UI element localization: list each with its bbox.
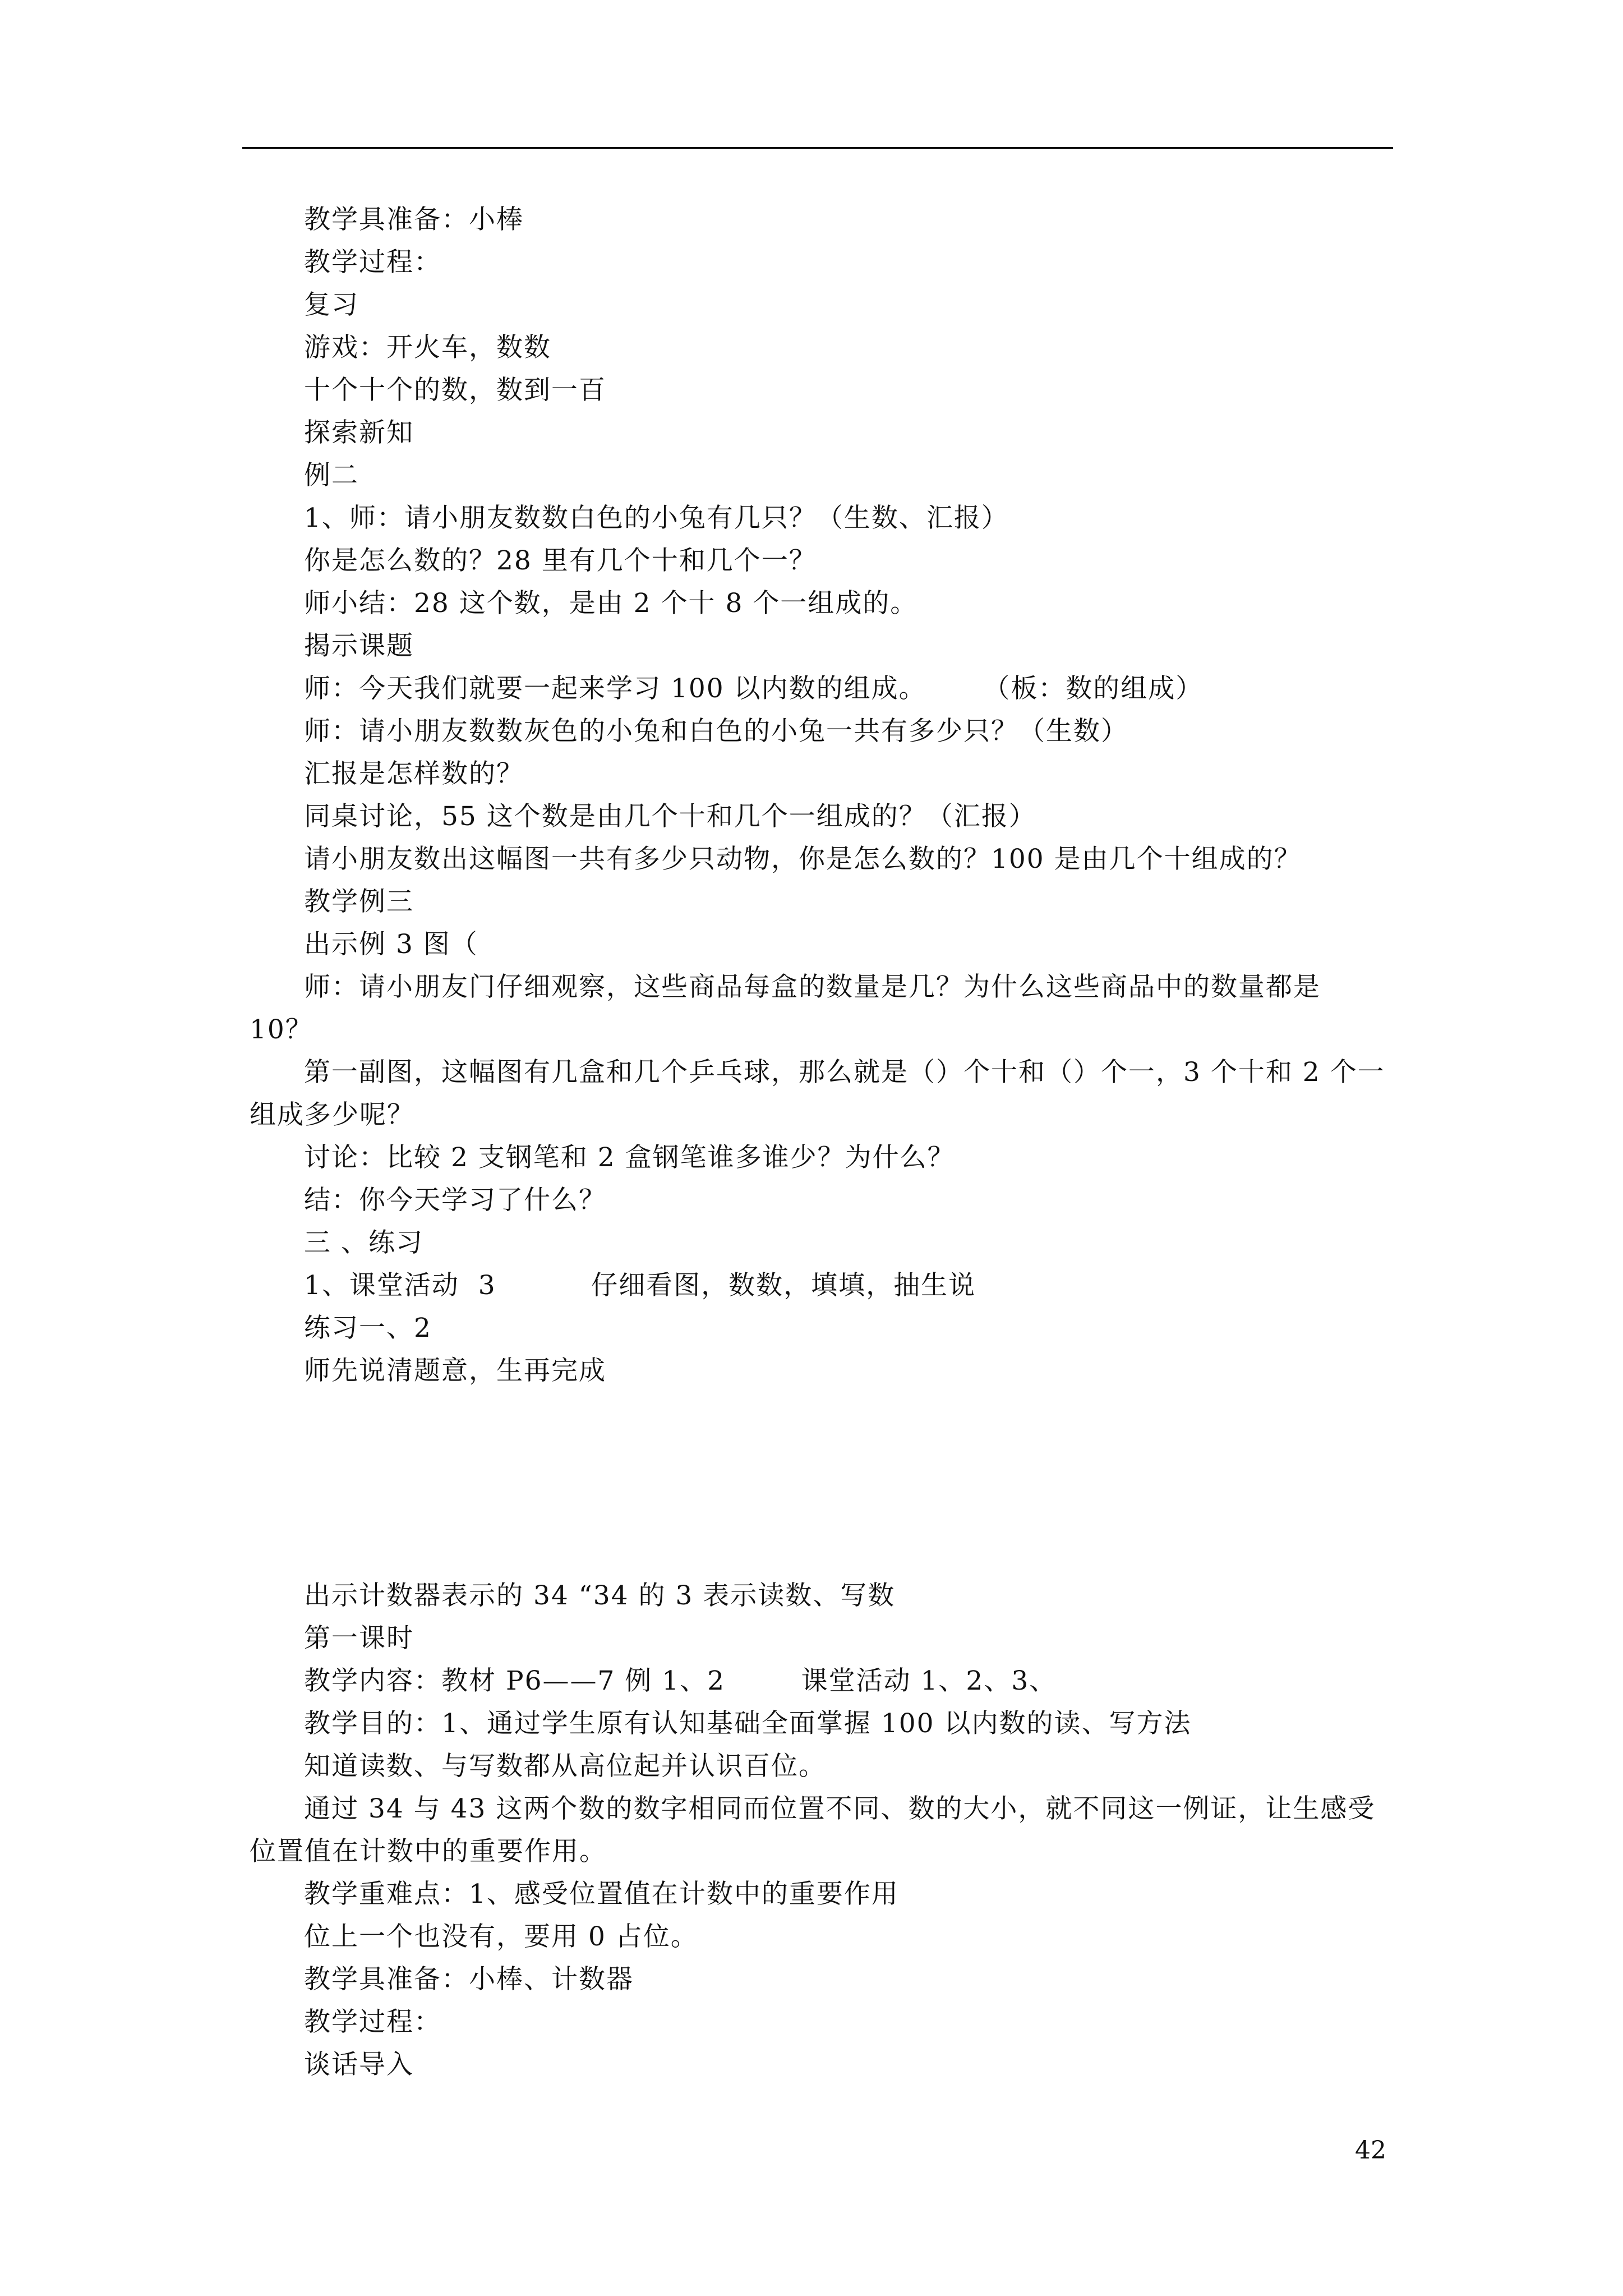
text-line: 教学具准备：小棒 — [304, 204, 524, 235]
text-line: 你是怎么数的？28 里有几个十和几个一？ — [304, 545, 817, 576]
text-line: 请小朋友数出这幅图一共有多少只动物，你是怎么数的？100 是由几个十组成的？ — [304, 844, 1302, 875]
text-line: 出示计数器表示的 34 “34 的 3 表示读数、写数 — [304, 1580, 896, 1611]
text-line: 第一课时 — [304, 1623, 414, 1654]
text-line: 揭示课题 — [304, 631, 414, 661]
text-line: 结：你今天学习了什么？ — [304, 1185, 606, 1216]
text-line: 教学具准备：小棒、计数器 — [304, 1964, 634, 1995]
text-line: 复习 — [304, 289, 359, 320]
text-line: 三 、练习 — [304, 1227, 423, 1258]
text-line: 教学过程： — [304, 2007, 441, 2037]
text-line: 1、师：请小朋友数数白色的小兔有几只？（生数、汇报） — [304, 503, 1009, 533]
text-line: 出示例 3 图（ — [304, 929, 478, 960]
text-line: 位上一个也没有，要用 0 占位。 — [304, 1921, 698, 1952]
text-line: 师：请小朋友数数灰色的小兔和白色的小兔一共有多少只？（生数） — [304, 716, 1128, 747]
text-line: 同桌讨论，55 这个数是由几个十和几个一组成的？（汇报） — [304, 801, 1036, 832]
text-line: 探索新知 — [304, 417, 414, 448]
text-line: 教学内容：教材 P6——7 例 1、2 课堂活动 1、2、3、 — [304, 1665, 1057, 1696]
text-line: 师小结：28 这个数，是由 2 个十 8 个一组成的。 — [304, 588, 918, 619]
text-line: 讨论：比较 2 支钢笔和 2 盒钢笔谁多谁少？为什么？ — [304, 1142, 955, 1173]
text-line: 师先说清题意，生再完成 — [304, 1355, 606, 1386]
lesson-plan-section-1 — [250, 199, 1391, 1392]
text-line: 汇报是怎样数的？ — [304, 758, 524, 789]
text-line: 1、课堂活动 3 仔细看图，数数，填填，抽生说 — [304, 1270, 976, 1301]
text-paragraph: 第一副图，这幅图有几盒和几个乒乓球，那么就是（）个十和（）个一，3 个十和 2 个一组成多少呢？ — [250, 1057, 1385, 1130]
text-paragraph: 师：请小朋友门仔细观察，这些商品每盒的数量是几？为什么这些商品中的数量都是 10？ — [250, 972, 1321, 1045]
text-line: 谈话导入 — [304, 2049, 414, 2080]
text-line: 十个十个的数，数到一百 — [304, 375, 606, 406]
text-line: 练习一、2 — [304, 1313, 432, 1343]
text-line: 教学过程： — [304, 247, 441, 278]
text-line: 例二 — [304, 460, 359, 491]
lesson-plan-section-2 — [250, 1575, 1391, 2086]
text-line: 师：今天我们就要一起来学习 100 以内数的组成。 （板：数的组成） — [304, 673, 1204, 704]
header-rule — [242, 147, 1393, 149]
page-number: 42 — [1355, 2136, 1386, 2165]
text-line: 游戏：开火车，数数 — [304, 332, 551, 363]
text-line: 教学目的：1、通过学生原有认知基础全面掌握 100 以内数的读、写方法 — [304, 1708, 1192, 1739]
text-paragraph: 通过 34 与 43 这两个数的数字相同而位置不同、数的大小，就不同这一例证，让生感受位置值在计数中的重要作用。 — [250, 1793, 1376, 1867]
text-line: 教学例三 — [304, 886, 414, 917]
text-line: 知道读数、与写数都从高位起并认识百位。 — [304, 1751, 826, 1782]
text-line: 教学重难点：1、感受位置值在计数中的重要作用 — [304, 1879, 899, 1910]
